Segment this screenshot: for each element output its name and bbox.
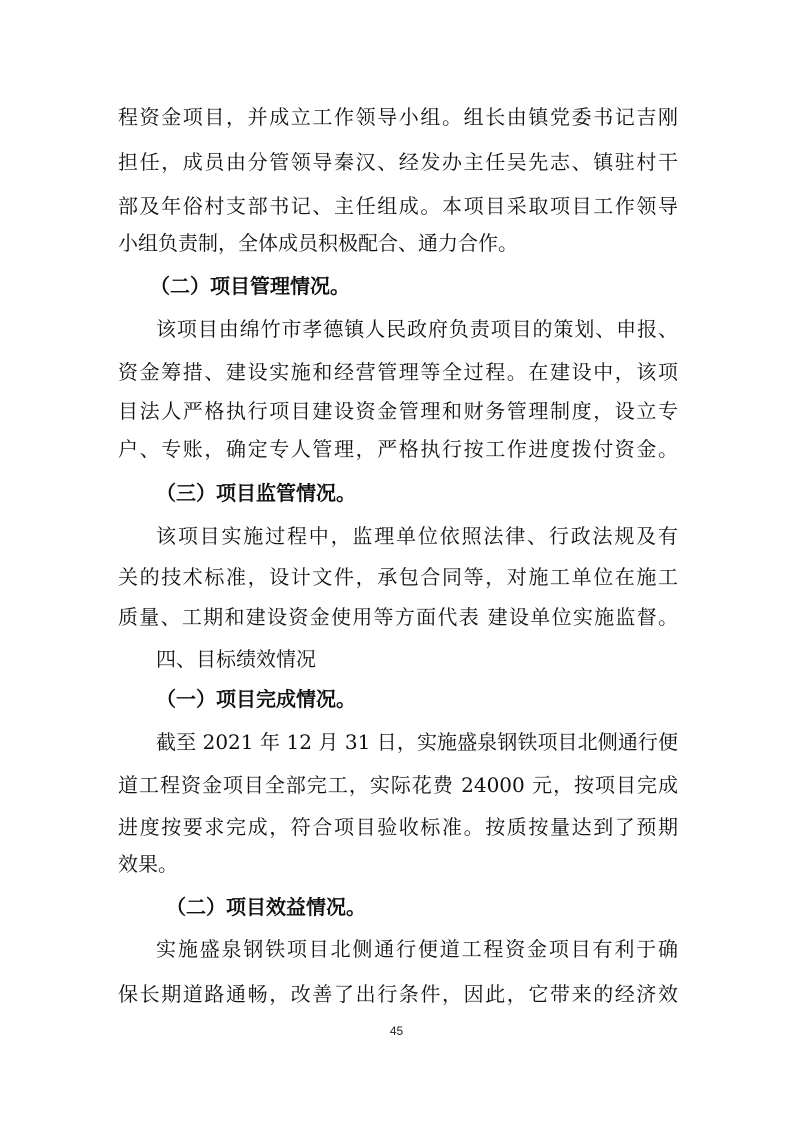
section-title-performance: 四、目标绩效情况 bbox=[156, 647, 316, 671]
page-number: 45 bbox=[389, 1024, 404, 1038]
heading-project-benefit: （二）项目效益情况。 bbox=[166, 895, 366, 919]
paragraph-line: 资金筹措、建设实施和经营管理等全过程。在建设中，该项 bbox=[118, 360, 678, 384]
paragraph-line: 该项目由绵竹市孝德镇人民政府负责项目的策划、申报、 bbox=[156, 317, 678, 341]
heading-project-supervision: （三）项目监管情况。 bbox=[156, 481, 356, 505]
paragraph-line: 道工程资金项目全部完工，实际花费 24000 元，按项目完成 bbox=[118, 773, 678, 797]
paragraph-line: 效果。 bbox=[118, 852, 178, 876]
paragraph-line: 关的技术标准，设计文件，承包合同等，对施工单位在施工 bbox=[118, 565, 678, 589]
paragraph-line: 保长期道路通畅，改善了出行条件，因此，它带来的经济效 bbox=[118, 982, 678, 1006]
paragraph-line: 部及年俗村支部书记、主任组成。本项目采取项目工作领导 bbox=[118, 194, 678, 218]
paragraph-line: 目法人严格执行项目建设资金管理和财务管理制度，设立专 bbox=[118, 399, 678, 423]
paragraph-line: 进度按要求完成，符合项目验收标准。按质按量达到了预期 bbox=[118, 815, 678, 839]
paragraph-line: 户、专账，确定专人管理，严格执行按工作进度拨付资金。 bbox=[118, 437, 678, 461]
paragraph-line: 该项目实施过程中，监理单位依照法律、行政法规及有 bbox=[156, 524, 678, 548]
paragraph-line: 程资金项目，并成立工作领导小组。组长由镇党委书记吉刚 bbox=[118, 105, 678, 129]
paragraph-line: 担任，成员由分管领导秦汉、经发办主任吴先志、镇驻村干 bbox=[118, 150, 678, 174]
paragraph-line: 小组负责制，全体成员积极配合、通力合作。 bbox=[118, 231, 518, 255]
heading-project-management: （二）项目管理情况。 bbox=[150, 274, 350, 298]
paragraph-line: 截至 2021 年 12 月 31 日，实施盛泉钢铁项目北侧通行便 bbox=[156, 730, 678, 754]
paragraph-line: 实施盛泉钢铁项目北侧通行便道工程资金项目有利于确 bbox=[156, 937, 678, 961]
paragraph-line: 质量、工期和建设资金使用等方面代表 建设单位实施监督。 bbox=[118, 605, 678, 629]
heading-project-completion: （一）项目完成情况。 bbox=[156, 687, 356, 711]
